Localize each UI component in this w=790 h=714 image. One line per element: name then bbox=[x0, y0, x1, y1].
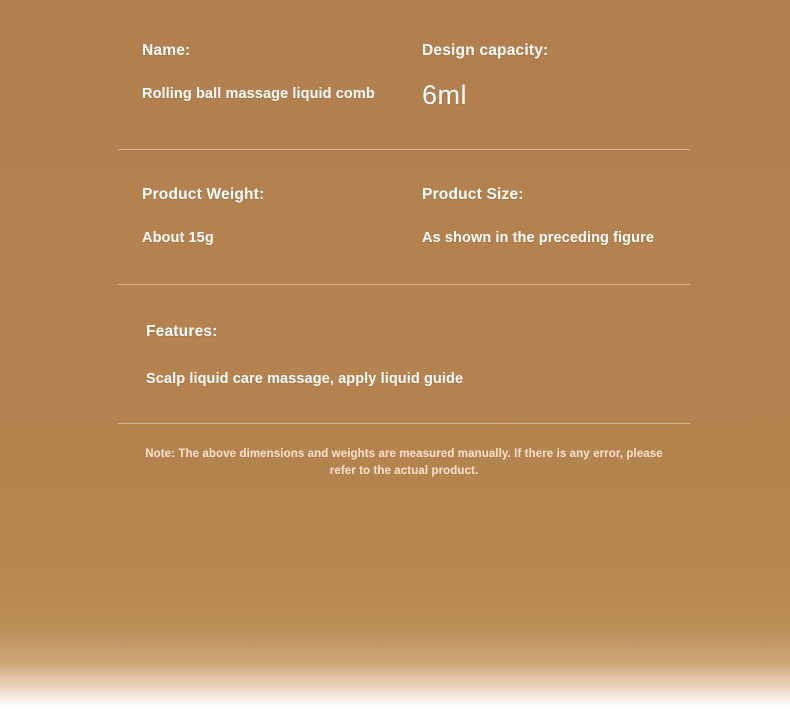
features-value: Scalp liquid care massage, apply liquid guide bbox=[146, 371, 464, 387]
product-weight-value: About 15g bbox=[142, 230, 214, 246]
bottom-gradient bbox=[0, 642, 790, 714]
product-size-label: Product Size: bbox=[422, 186, 524, 203]
product-weight-label: Product Weight: bbox=[142, 186, 265, 203]
design-capacity-value: 6ml bbox=[422, 80, 468, 110]
spec-cell-name bbox=[118, 42, 404, 102]
name-label: Name: bbox=[142, 42, 191, 59]
name-value: Rolling ball massage liquid comb bbox=[142, 86, 375, 102]
product-size-value: As shown in the preceding figure bbox=[422, 230, 654, 246]
spec-cell-product-size bbox=[404, 186, 690, 246]
spec-cell-product-weight bbox=[118, 186, 404, 246]
design-capacity-label: Design capacity: bbox=[422, 42, 549, 59]
measurement-note: Note: The above dimensions and weights are measured manually. If there is any error, please refer to the actual product. bbox=[145, 448, 663, 477]
spec-cell-design-capacity bbox=[404, 42, 690, 111]
spec-block-features bbox=[118, 285, 690, 423]
spec-sheet bbox=[118, 42, 690, 479]
spec-row bbox=[118, 42, 690, 111]
features-label: Features: bbox=[146, 323, 218, 340]
spec-block-weight-size bbox=[118, 150, 690, 284]
spec-row bbox=[118, 186, 690, 246]
spec-block-name-capacity bbox=[118, 42, 690, 149]
